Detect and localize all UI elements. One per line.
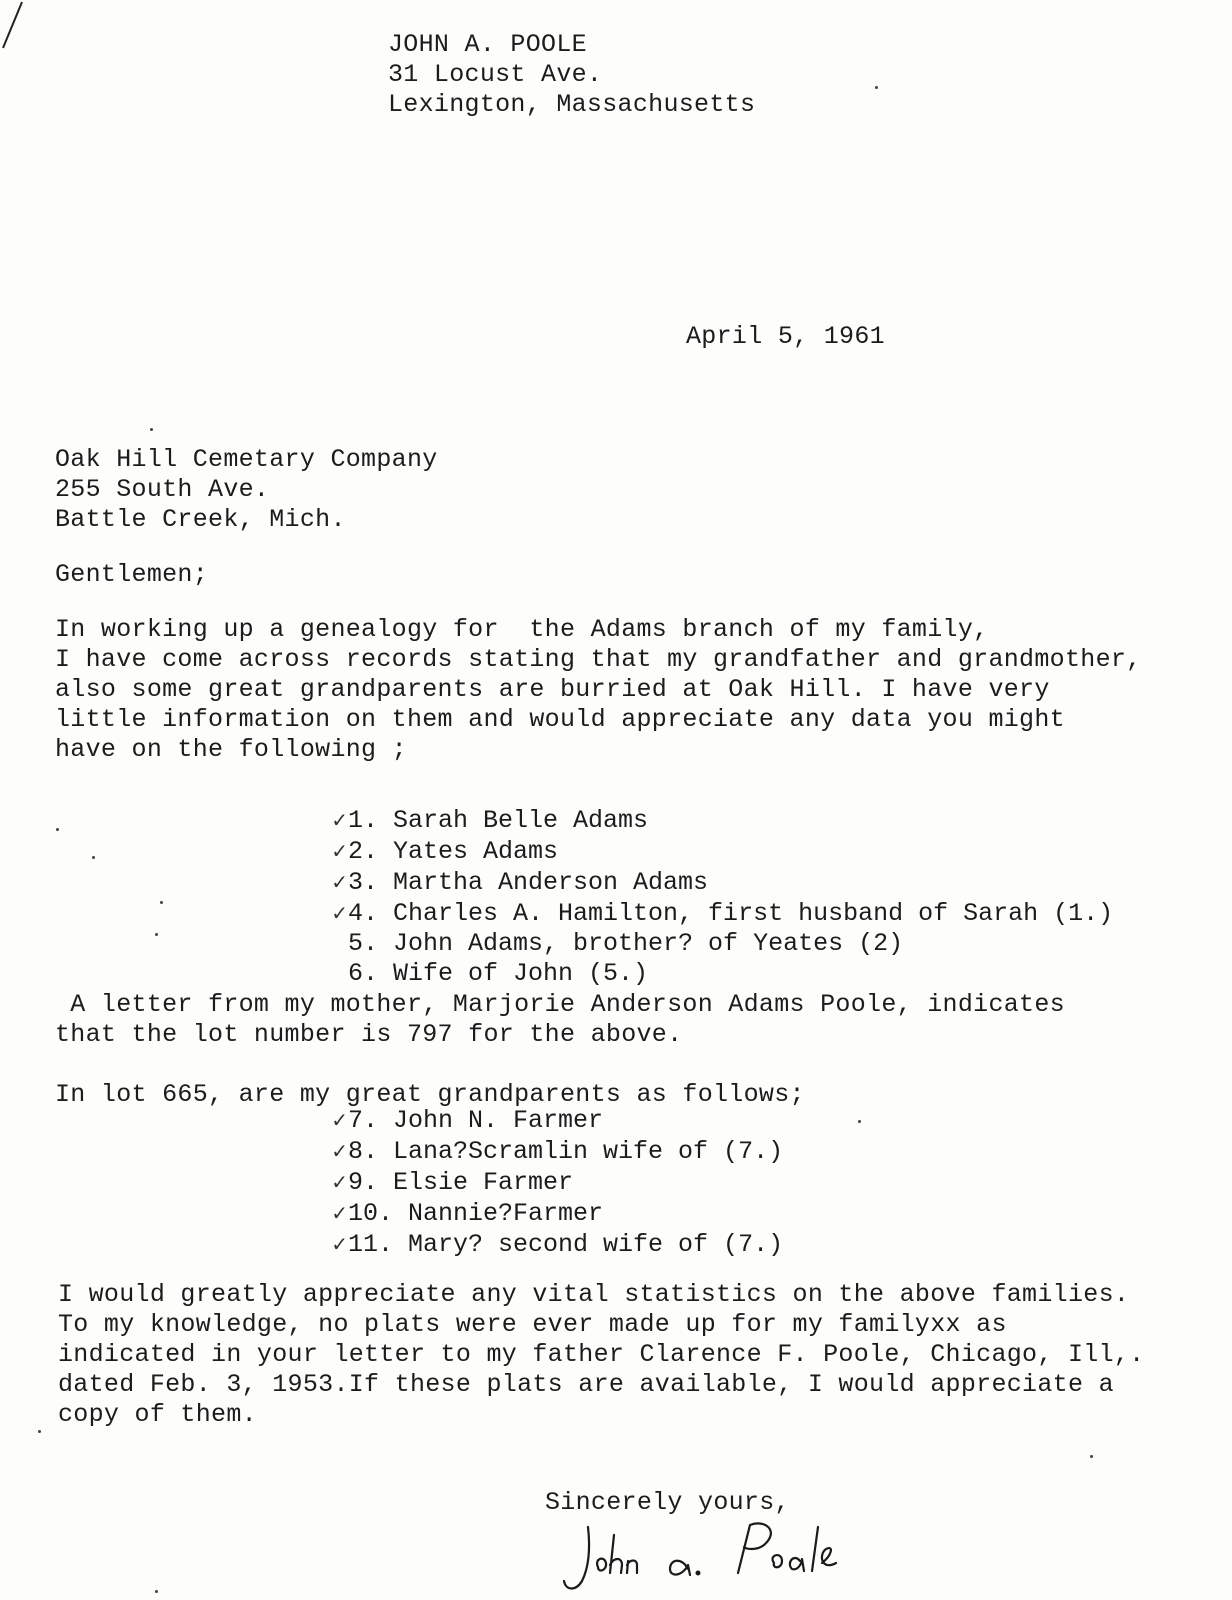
list-item (318, 1198, 783, 1229)
paragraph-line: A letter from my mother, Marjorie Anderson Adams Poole, indicates (55, 990, 1065, 1019)
list-item-text: 1. Sarah Belle Adams (348, 806, 649, 835)
list-item-text: 4. Charles A. Hamilton, first husband of Sarah (1.) (348, 899, 1114, 928)
list-item (318, 1105, 783, 1136)
check-mark-icon: ✓ (331, 901, 348, 925)
check-mark-icon: ✓ (331, 839, 348, 863)
list-item (318, 1136, 783, 1167)
scan-speck (155, 1590, 158, 1593)
corner-pen-mark (0, 0, 30, 60)
handwritten-signature (560, 1515, 890, 1600)
list-item-text: 7. John N. Farmer (348, 1106, 604, 1135)
scan-speck (92, 856, 95, 859)
sign-off: Sincerely yours, (545, 1488, 790, 1517)
paragraph-line: In working up a genealogy for the Adams branch of my family, (55, 615, 989, 644)
check-mark-icon: ✓ (331, 870, 348, 894)
list-item-text: 10. Nannie?Farmer (348, 1199, 604, 1228)
list-item (318, 805, 1113, 836)
letterhead-name: JOHN A. POOLE (388, 30, 587, 59)
list-item (318, 1229, 783, 1260)
list-item-text: 9. Elsie Farmer (348, 1168, 574, 1197)
letter-date: April 5, 1961 (686, 322, 885, 351)
list-item-text: 2. Yates Adams (348, 837, 559, 866)
list-lot-665 (318, 1105, 783, 1260)
scan-speck (160, 901, 163, 904)
letterhead (388, 30, 755, 120)
paragraph-line: I have come across records stating that my grandfather and grandmother, (55, 645, 1142, 674)
lot-797-paragraph (55, 990, 1065, 1050)
paragraph-line: that the lot number is 797 for the above. (55, 1020, 683, 1049)
letterhead-street: 31 Locust Ave. (388, 60, 603, 89)
scan-speck (56, 828, 59, 831)
paragraph-line: copy of them. (58, 1400, 257, 1429)
recipient-street: 255 South Ave. (55, 475, 270, 504)
recipient-address (55, 445, 438, 535)
list-item (318, 867, 1113, 898)
paragraph-line: dated Feb. 3, 1953.If these plats are available, I would appreciate a (58, 1370, 1114, 1399)
paragraph-line: To my knowledge, no plats were ever made up for my familyxx as (58, 1310, 1007, 1339)
list-item-text: 3. Martha Anderson Adams (348, 868, 709, 897)
list-item (318, 836, 1113, 867)
list-item-text: 5. John Adams, brother? of Yeates (2) (348, 929, 904, 958)
list-item-text: 8. Lana?Scramlin wife of (7.) (348, 1137, 784, 1166)
list-item (318, 1167, 783, 1198)
paragraph-line: have on the following ; (55, 735, 407, 764)
list-item (318, 959, 1113, 989)
check-mark-icon: ✓ (331, 1232, 348, 1256)
scan-speck (875, 86, 878, 89)
closing-paragraph (58, 1280, 1144, 1430)
check-mark-icon: ✓ (331, 1139, 348, 1163)
list-item (318, 929, 1113, 959)
scan-speck (858, 1120, 861, 1123)
paragraph-line: little information on them and would appreciate any data you might (55, 705, 1065, 734)
paragraph-line: I would greatly appreciate any vital statistics on the above families. (58, 1280, 1130, 1309)
check-mark-icon: ✓ (331, 1201, 348, 1225)
list-lot-797 (318, 805, 1113, 989)
recipient-city: Battle Creek, Mich. (55, 505, 346, 534)
list-item (318, 898, 1113, 929)
scan-speck (155, 933, 158, 936)
lot-665-intro: In lot 665, are my great grandparents as follows; (55, 1080, 805, 1109)
letterhead-city: Lexington, Massachusetts (388, 90, 756, 119)
recipient-company: Oak Hill Cemetary Company (55, 445, 438, 474)
salutation: Gentlemen; (55, 560, 209, 589)
list-item-text: 6. Wife of John (5.) (348, 959, 649, 988)
scan-speck (38, 1430, 41, 1433)
check-mark-icon: ✓ (331, 1108, 348, 1132)
paragraph-line: also some great grandparents are burried at Oak Hill. I have very (55, 675, 1050, 704)
scan-speck (1090, 1455, 1093, 1458)
scan-speck (150, 428, 153, 431)
paragraph-line: indicated in your letter to my father Clarence F. Poole, Chicago, Ill,. (58, 1340, 1145, 1369)
list-item-text: 11. Mary? second wife of (7.) (348, 1230, 784, 1259)
intro-paragraph (55, 615, 1141, 765)
check-mark-icon: ✓ (331, 808, 348, 832)
check-mark-icon: ✓ (331, 1170, 348, 1194)
